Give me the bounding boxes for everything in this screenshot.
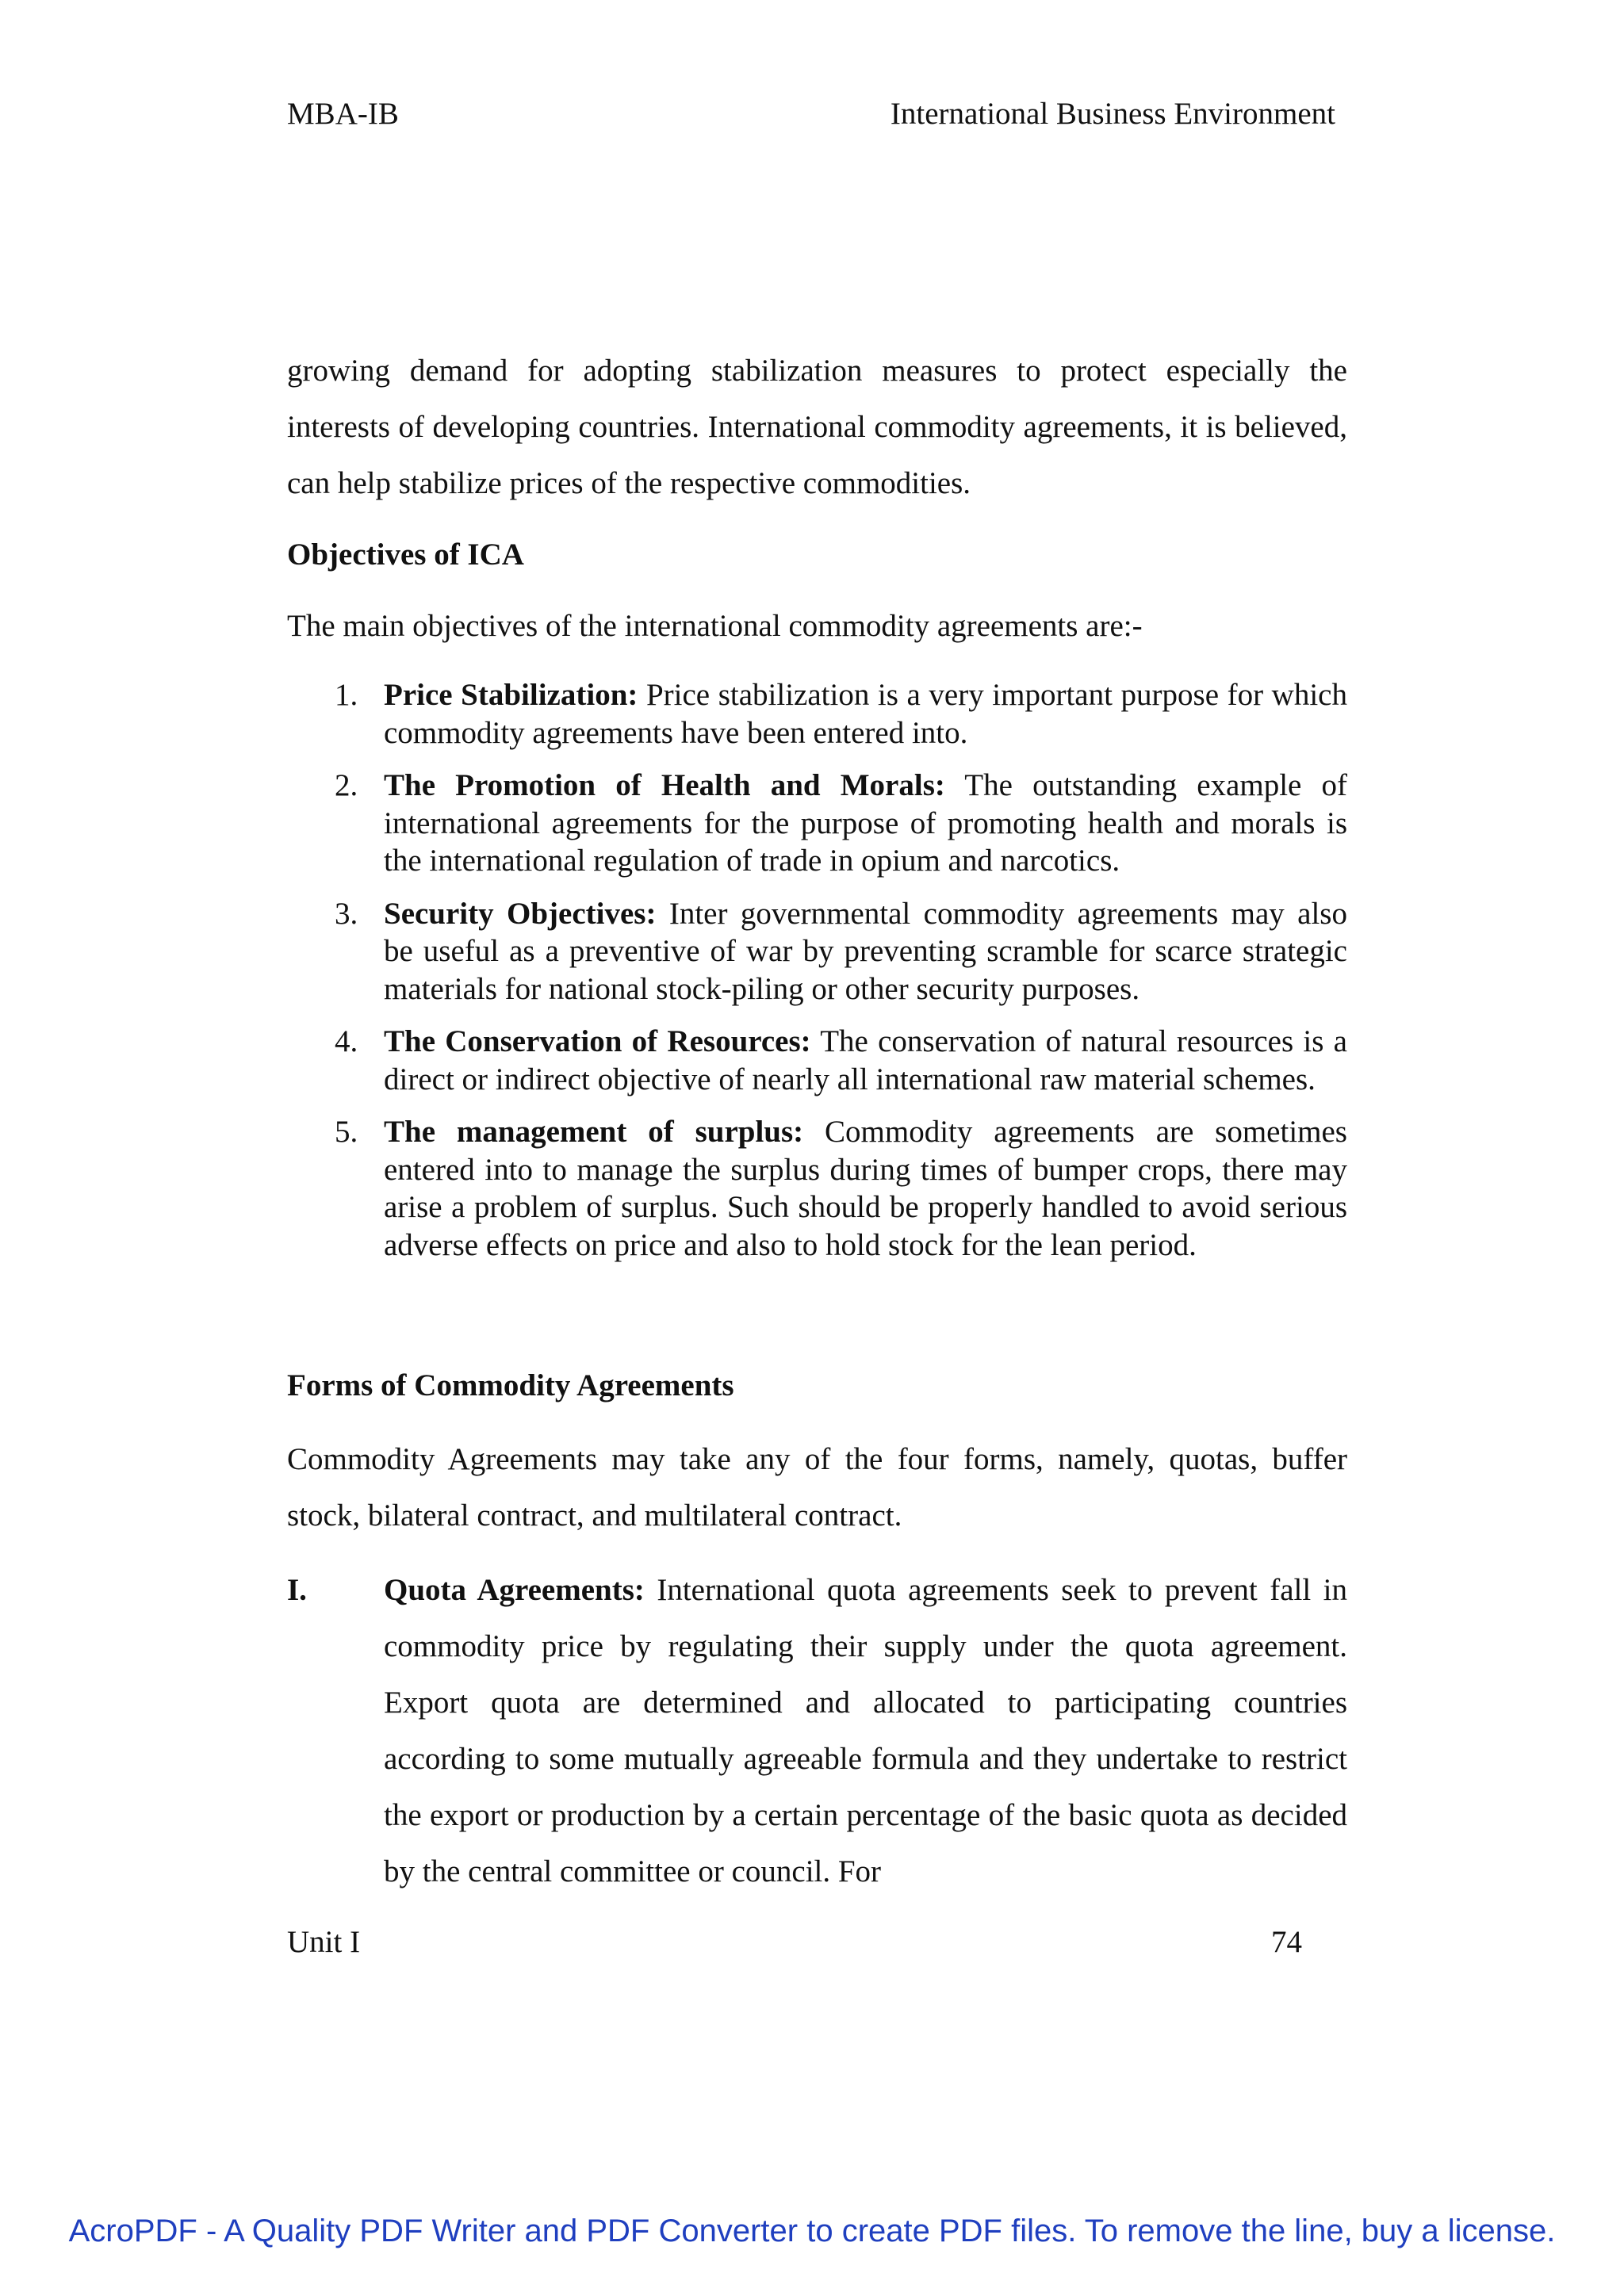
quota-title: Quota Agreements: [384, 1573, 645, 1607]
footer-unit: Unit I [287, 1925, 361, 1959]
list-item-body: The outstanding example of international agreements for the purpose of promoting health and morals is the international regulation of trade in opium and narcotics. [384, 768, 1347, 878]
list-text [384, 1113, 1347, 1264]
list-item [287, 676, 1347, 752]
list-item-title: The management of surplus: [384, 1115, 804, 1149]
list-number: 5. [335, 1115, 358, 1149]
list-item [287, 1113, 1347, 1264]
list-item-title: The Promotion of Health and Morals: [384, 768, 945, 802]
quota-text [384, 1562, 1347, 1900]
list-item-body: Inter governmental commodity agreements may also be useful as a preventive of war by preventing scramble for scarce strategic materials for national stock-piling or other security purposes. [384, 896, 1347, 1006]
list-text [384, 767, 1347, 880]
list-item-body: The conservation of natural resources is a direct or indirect objective of nearly all international raw material schemes. [384, 1024, 1347, 1096]
list-text [384, 895, 1347, 1008]
list-item-body: Commodity agreements are sometimes entered into to manage the surplus during times of bumper crops, there may arise a problem of surplus. Such should be properly handled to avoid serious adverse effects on price and also to hold stock for the lean period. [384, 1115, 1347, 1262]
list-item-title: The Conservation of Resources: [384, 1024, 811, 1058]
list-number: 1. [335, 678, 358, 712]
page-number: 74 [1271, 1925, 1302, 1959]
header-subject: International Business Environment [890, 97, 1335, 131]
list-number: 4. [335, 1024, 358, 1058]
list-number: 3. [335, 896, 358, 931]
list-item-title: Security Objectives: [384, 896, 657, 931]
quota-section [287, 1562, 1347, 1900]
quota-body: International quota agreements seek to prevent fall in commodity price by regulating their supply under the quota agreement. Export quota are determined and allocated to participating countries according to some mutually agreeable formula and they undertake to restrict the export or production by a certain percentage of the basic quota as decided by the central committee or council. For [384, 1573, 1347, 1888]
header-course: MBA-IB [287, 97, 399, 131]
list-item [287, 895, 1347, 1008]
list-item [287, 767, 1347, 880]
objectives-list [287, 676, 1347, 1279]
intro-paragraph: growing demand for adopting stabilization measures to protect especially the interests of developing countries. International commodity agreements, it is believed, can help stabilize prices of the respective commodities. [287, 354, 1347, 500]
list-item [287, 1023, 1347, 1098]
page-footer [287, 1923, 1302, 1961]
forms-heading: Forms of Commodity Agreements [287, 1368, 734, 1402]
watermark-banner: AcroPDF - A Quality PDF Writer and PDF Converter to create PDF files. To remove the line, buy a license. [68, 2214, 1556, 2248]
list-text [384, 1023, 1347, 1098]
list-item-title: Price Stabilization: [384, 678, 638, 712]
quota-number: I. [287, 1573, 307, 1607]
list-text [384, 676, 1347, 752]
page-header [287, 95, 1335, 133]
list-item-body: Price stabilization is a very important purpose for which commodity agreements have been entered into. [384, 678, 1347, 750]
list-number: 2. [335, 768, 358, 802]
objectives-heading: Objectives of ICA [287, 538, 524, 572]
objectives-lead: The main objectives of the international commodity agreements are:- [287, 609, 1143, 643]
forms-paragraph: Commodity Agreements may take any of the four forms, namely, quotas, buffer stock, bilateral contract, and multilateral contract. [287, 1442, 1347, 1533]
